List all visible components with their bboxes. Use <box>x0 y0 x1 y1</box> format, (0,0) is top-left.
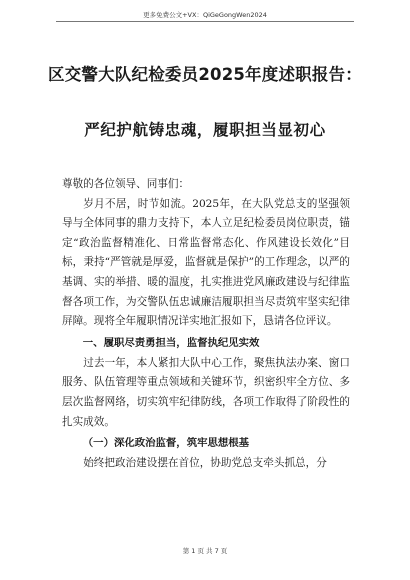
subsection-1-heading: （一）深化政治监督，筑牢思想根基 <box>82 437 250 450</box>
document-subtitle: 严纪护航铸忠魂，履职担当显初心 <box>84 121 326 139</box>
section-1-heading: 一、履职尽责勇担当，监督执纪见实效 <box>82 336 260 349</box>
header-note: 更多免费公文+VX：QiGeGongWen2024 <box>143 11 267 19</box>
document-title: 区交警大队纪检委员2025年度述职报告： <box>48 65 362 84</box>
salutation: 尊敬的各位领导、同事们： <box>62 178 190 190</box>
section-1-paragraph: 过去一年，本人紧扣大队中心工作，聚焦执法办案、窗口服务、队伍管理等重点领域和关键环节，织密织牢全方位、多层次监督网络，切实筑牢纪律防线，各项工作取得了阶段性的扎实成效。 <box>62 356 350 428</box>
header-divider <box>56 21 354 22</box>
intro-paragraph: 岁月不居，时节如流。2025年，在大队党总支的坚强领导与全体同事的鼎力支持下，本人立足纪检委员岗位职责，锚定“政治监督精准化、日常监督常态化、作风建设长效化”目标，秉持“严管就是厚爱，监督就是保护”的工作理念，以严的基调、实的举措、暖的温度，扎实推进党风廉政建设与纪律监督各项工作，为交警队伍忠诚廉洁履职担当尽责筑牢坚实纪律屏障。现将全年履职情况详实地汇报如下，恳请各位评议。 <box>62 197 350 328</box>
document-body <box>62 175 350 474</box>
page-number-footer: 第 1 页 共 7 页 <box>182 547 228 555</box>
subsection-1-paragraph: 始终把政治建设摆在首位，协助党总支牵头抓总，分 <box>83 457 327 470</box>
